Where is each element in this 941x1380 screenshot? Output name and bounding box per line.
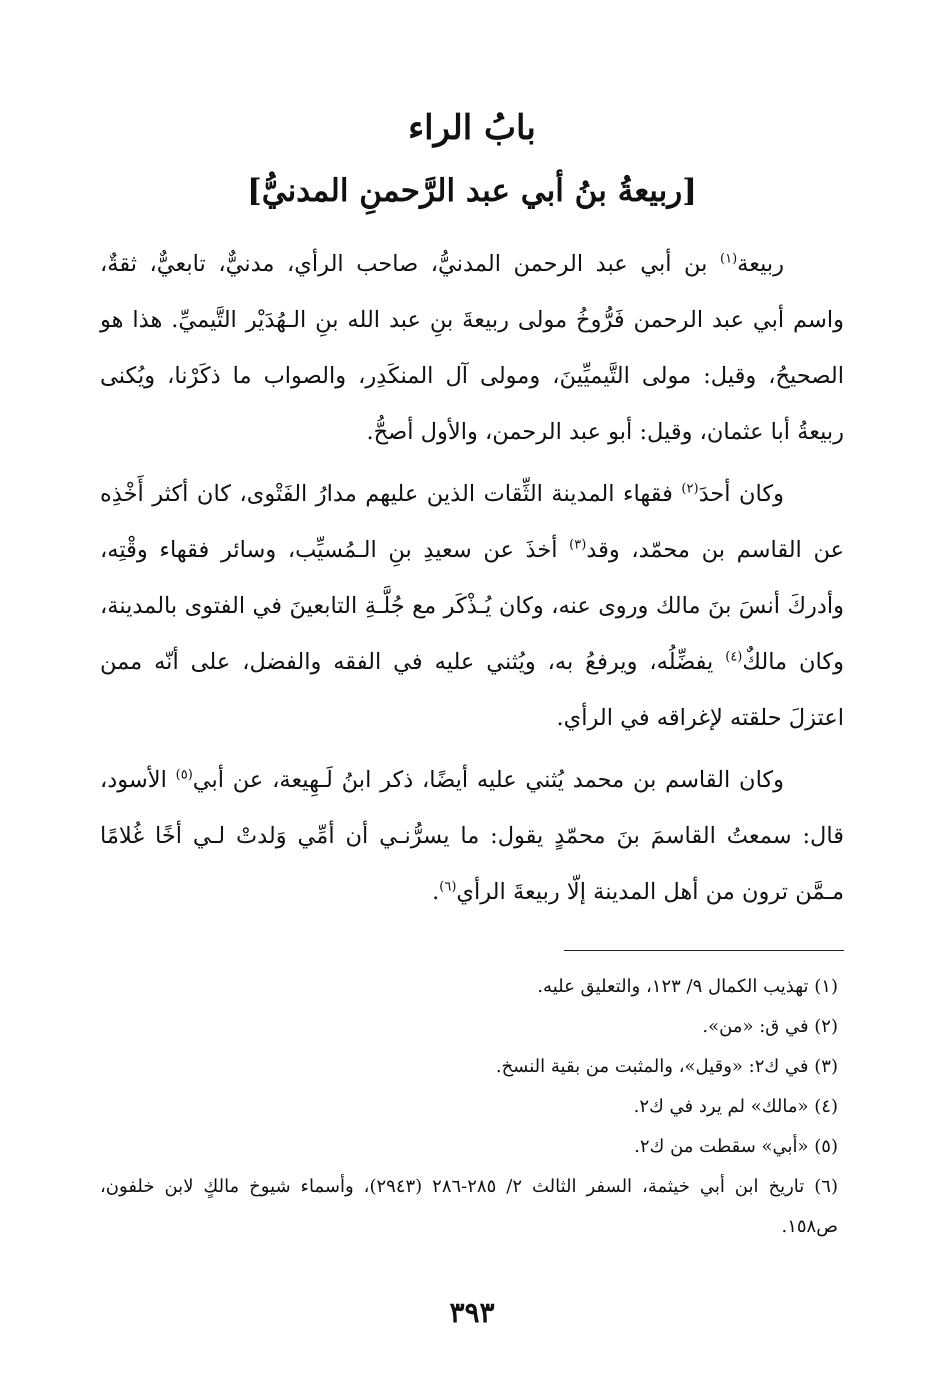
paragraph-text: الأسود، قال: سمعتُ القاسمَ بنَ محمّدٍ يقول: ما يسرُّنـي أن أمِّي وَلدتْ لـي أخًا غُلامًا مـمَّن ترون من أهل المدينة إلّا ربيعةَ الرأي	[100, 767, 844, 905]
paragraph-text: وكان أحدَ	[698, 481, 784, 507]
paragraph	[100, 752, 844, 920]
paragraph-text: ربيعة	[737, 251, 784, 277]
footnote: (٥) «أبي» سقطت من ك٢.	[634, 1136, 838, 1157]
footnote-ref[interactable]: (٣)	[569, 537, 587, 553]
footnote-divider	[564, 950, 844, 951]
footnote: (٢) في ق: «من».	[702, 1016, 838, 1037]
footnote: (١) تهذيب الكمال ٩/ ١٢٣، والتعليق عليه.	[537, 976, 838, 997]
paragraph-text: يفضِّلُه، ويرفعُ به، ويُثني عليه في الفقه والفضل، على أنّه ممن اعتزلَ حلقته لإغراقه في الرأي.	[100, 649, 844, 731]
paragraph-text: وكان القاسم بن محمد يُثني عليه أيضًا، ذكر ابنُ لَـهِيعة، عن أبي	[192, 767, 784, 793]
footnote-ref[interactable]: (٥)	[175, 767, 193, 783]
page-number: ٣٩٣	[449, 1296, 495, 1329]
section-title: [ربيعةُ بنُ أبي عبد الرَّحمنِ المدنيُّ]	[247, 173, 697, 209]
footnote-ref[interactable]: (٦)	[439, 879, 457, 895]
footnote-ref[interactable]: (١)	[720, 251, 738, 267]
footnote-ref[interactable]: (٢)	[681, 481, 699, 497]
footnotes	[100, 967, 844, 1247]
paragraph	[100, 236, 844, 460]
chapter-title: بابُ الراء	[408, 108, 536, 148]
footnote: (٣) في ك٢: «وقيل»، والمثبت من بقية النسخ.	[495, 1056, 838, 1077]
footnote-ref[interactable]: (٤)	[725, 649, 743, 665]
paragraph-text: بن أبي عبد الرحمن المدنيُّ، صاحب الرأي، مدنيٌّ، تابعيٌّ، ثقةٌ، واسم أبي عبد الرحمن فَرُّوخُ مولى ربيعةَ بنِ عبد الله بنِ الـهُدَيْر التَّيميِّ. هذا هو الصحيحُ، وقيل: مولى التَّيميِّينَ، ومولى آل المنكَدِر، والصواب ما ذكَرْنا، ويُكنى ربيعةُ أبا عثمان، وقيل: أبو عبد الرحمن، والأول أصحُّ.	[100, 251, 844, 445]
paragraph-text: .	[432, 879, 440, 905]
footnote: (٦) تاريخ ابن أبي خيثمة، السفر الثالث ٢/ ٢٨٥-٢٨٦ (٢٩٤٣)، وأسماء شيوخ مالكٍ لابن خلفون، ص١٥٨.	[100, 1176, 838, 1237]
paragraph	[100, 466, 844, 746]
paragraph-text: فقهاء المدينة الثِّقات الذين عليهم مدارُ الفَتْوى، كان أكثر أَخْذِه عن القاسم بن محمّد، وقد	[100, 481, 844, 563]
book-page	[100, 100, 844, 1360]
main-text	[100, 236, 844, 920]
paragraph-text: أخذَ عن سعيدِ بنِ الـمُسيِّب، وسائر فقهاء وقْتِه، وأدركَ أنسَ بنَ مالك وروى عنه، وكان يُـذْكَر مع جُلَّـةِ التابعينَ في الفتوى بالمدينة، وكان مالكٌ	[100, 537, 844, 675]
footnote: (٤) «مالك» لم يرد في ك٢.	[633, 1096, 838, 1117]
